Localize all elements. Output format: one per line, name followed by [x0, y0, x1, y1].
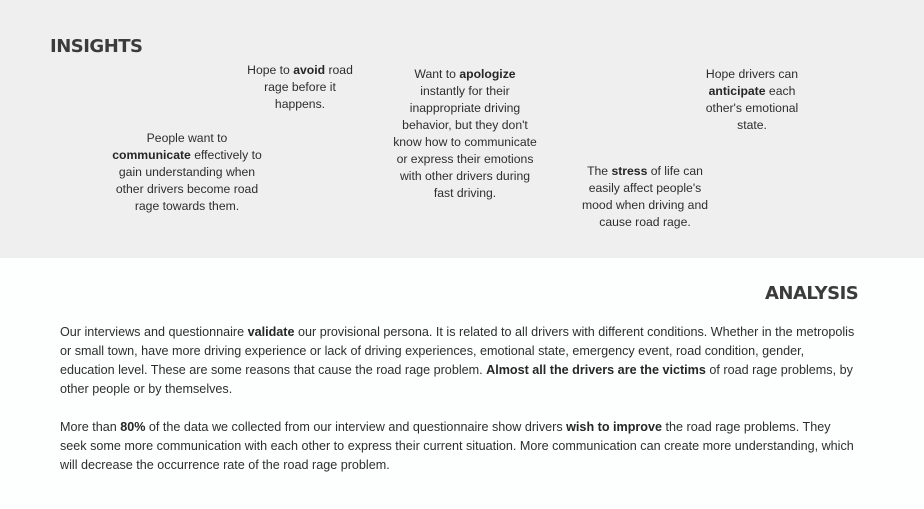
insight-text: Hope to — [247, 63, 294, 77]
insight-text: The — [587, 164, 612, 178]
insights-heading: INSIGHTS — [50, 36, 143, 57]
paragraph-text: of the data we collected from our interview and questionnaire show drivers — [145, 420, 567, 434]
insight-text: each other's emotional state. — [705, 84, 799, 132]
analysis-heading: ANALYSIS — [765, 283, 859, 304]
insight-card-avoid — [242, 62, 358, 113]
insight-keyword: anticipate — [708, 84, 766, 98]
paragraph-text: of road rage problems, by other people or by themselves. — [60, 363, 853, 396]
paragraph-text: Our interviews and questionnaire — [60, 325, 248, 339]
paragraph-text: our provisional persona. It is related to all drivers with different conditions. Whether in the metropolis or small town, have more driving experience or lack of driving experiences, emotional state, emergency event, road condition, gender, education level. These are some reasons that cause the road rage problem. — [60, 325, 855, 377]
insight-text: of life can easily affect people's mood when driving and cause road rage. — [581, 164, 709, 229]
insight-card-anticipate — [696, 66, 808, 134]
insight-card-apologize — [392, 66, 538, 202]
insight-text: instantly for their inappropriate driving behavior, but they don't know how to communicate or express their emotions with other drivers during fast driving. — [393, 84, 537, 200]
insight-text: road rage before it happens. — [264, 63, 353, 111]
insight-keyword: apologize — [459, 67, 516, 81]
insight-text: Hope drivers can — [705, 67, 799, 81]
analysis-paragraph — [60, 418, 860, 475]
emphasis-text: validate — [247, 325, 295, 339]
insight-keyword: communicate — [112, 148, 191, 162]
analysis-paragraph — [60, 323, 860, 399]
insight-keyword: stress — [611, 164, 648, 178]
insight-card-communicate — [110, 130, 264, 215]
paragraph-text: the road rage problems. They seek some more communication with each other to express their current situation. More communication can create more understanding, which will decrease the occurrence rate of the road rage problem. — [60, 420, 854, 472]
insight-card-stress — [580, 163, 710, 231]
emphasis-text: wish to improve — [566, 420, 663, 434]
emphasis-text: 80% — [120, 420, 146, 434]
paragraph-text: More than — [60, 420, 121, 434]
insight-text: effectively to gain understanding when other drivers become road rage towards them. — [115, 148, 262, 213]
insight-keyword: avoid — [293, 63, 326, 77]
emphasis-text: Almost all the drivers are the victims — [486, 363, 706, 377]
insight-text: People want to — [146, 131, 228, 145]
insight-text: Want to — [414, 67, 460, 81]
